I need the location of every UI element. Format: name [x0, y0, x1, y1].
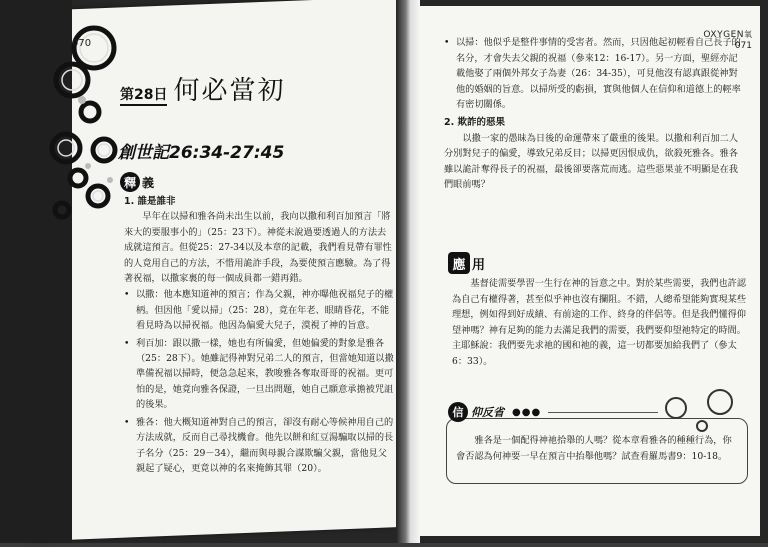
- apply-paragraph: 基督徒需要學習一生行在神的旨意之中。對於某些需要，我們也許認為自己有權得著，甚至似乎神也沒有攔阻。不錯，人總希望能夠實現某些理想，例如得到好成績、有前途的工作、終身的伴侶等。但是我們懂得仰望神嗎？神有足夠的能力去滿足我們的需要，我們要仰望祂特定的時間。主耶穌說：我們要先求祂的國和祂的義，這一切都要加給我們了（參太6：33）。: [452, 278, 747, 367]
- reflection-paragraph: 雅各是一個配得神祂拾舉的人嗎？從本章看雅各的種種行為，你會否認為何神要一早在預言中抬舉他嗎？試查看羅馬書9：10-18。: [456, 435, 732, 462]
- right-body: [444, 34, 744, 193]
- right-page-number: 071: [734, 41, 752, 51]
- left-body: [124, 194, 394, 478]
- day-label: 第28日: [120, 87, 167, 106]
- bullet-item: • 利百加：跟以撒一樣，她也有所偏愛，但她偏愛的對象是雅各（25：28下）。她雖記得神對兄弟二人的預言，但當她知道以撒準備祝福以掃時，便急急起來，教唆雅各奪取哥哥的祝福。更可怕的是，她竟向雅各保證，一旦出問題，她自己願意承擔被咒詛的後果。: [124, 336, 394, 413]
- section-title: 2. 欺詐的惡果: [444, 116, 506, 128]
- bullet-item: • 以掃：他似乎是整件事情的受害者。然而，只因他起初輕看自己長子的名分，才會失去父親的祝福（參來12：16-17）。另一方面，聖經亦記載他娶了兩個外邦女子為妻（26：34-35），可見他沒有認真跟從神對他的婚姻的旨意。以掃所受的虧損，實與他個人在信仰和道德上的輕率有密切關係。: [444, 35, 744, 113]
- scripture-reference: 創世記26:34-27:45: [118, 143, 285, 163]
- brand-name: OXYGEN: [703, 30, 744, 40]
- bullet-item: • 以撒：他本應知道神的預言；作為父親，神亦曝他祝福兒子的權柄。但因他「愛以掃」（25：28），竟在年老、眼睛昏花，不能看見時為以掃祝福。他因為偏愛大兒子，漠視了神的旨意。: [124, 287, 394, 333]
- dots-decoration: ●●●: [512, 406, 542, 418]
- reflection-label: 仰反省: [471, 406, 504, 419]
- paragraph: 以撒一家的愚昧為日後的命運帶來了嚴重的後果。以撒和利百加二人分別對兒子的偏愛，導致兄弟反目；以掃更因恨成仇，欲殺死雅各。雅各雖以詭計奪得長子的祝福，最後卻要落荒而逃。這些惡果並不明顯是在我們眼前嗎？: [444, 132, 739, 191]
- paragraph: 早年在以掃和雅各尚未出生以前，我向以撒和利百加預言「將來大的要服事小的」（25：23下）。神從未說過要透過人的方法去成就這預言。但從25：27-34以及本章的記載，我們看見帶有罪性的人竟用自己的方法，不惜用詭詐手段，為要使預言應驗。為了得著祝福，以撒家裏的每一個成員都一錯再錯。: [124, 211, 392, 285]
- reflection-badge: 信: [448, 402, 468, 422]
- apply-badge: 應: [448, 252, 470, 274]
- book-gutter: [396, 0, 420, 543]
- explain-heading: [120, 172, 154, 192]
- day-heading: [120, 70, 286, 107]
- brand-cjk: 氧: [744, 30, 752, 39]
- section-title: 1. 誰是誰非: [124, 196, 176, 207]
- day-title: 何必當初: [173, 76, 286, 106]
- explain-label: 義: [142, 175, 155, 190]
- reflection-heading: [448, 402, 541, 422]
- apply-label: 用: [472, 257, 486, 273]
- explain-badge: 釋: [120, 172, 140, 192]
- bullet-item: • 雅各：他大概知道神對自己的預言，卻沒有耐心等候神用自己的方法成就，反而自己尋找機會。他先以餅和紅豆湯騙取以掃的長子名分（25：29－34），繼而與母親合謀欺騙父親，當他見父親起了疑心，更竟以神的名來掩飾其罪（20）。: [124, 415, 394, 477]
- apply-heading: [448, 252, 485, 274]
- left-page-number: 070: [72, 38, 92, 49]
